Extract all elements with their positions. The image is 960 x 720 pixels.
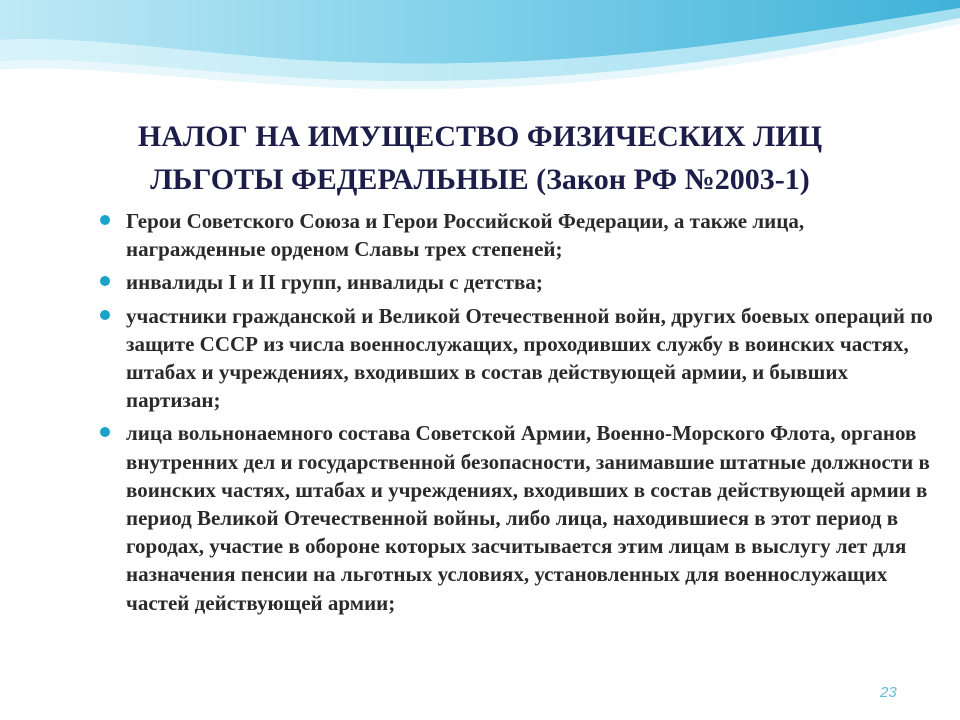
page-number: 23	[880, 684, 897, 701]
decorative-wave-header	[0, 0, 960, 120]
bullet-icon	[100, 427, 110, 437]
slide-title	[40, 115, 920, 201]
bullet-icon	[100, 276, 110, 286]
slide-title-line-2: ЛЬГОТЫ ФЕДЕРАЛЬНЫЕ (Закон РФ №2003-1)	[150, 163, 810, 196]
list-item	[96, 268, 936, 296]
bullet-icon	[100, 215, 110, 225]
benefits-list	[96, 207, 936, 622]
list-item	[96, 419, 936, 616]
list-item-text: лица вольнонаемного состава Советской Армии, Военно-Морского Флота, органов внутренних дел и государственной безопасности, занимавшие штатные должности в воинских частях, штабах и учреждениях, входивших в состав действующей армии в период Великой Отечественной войны, либо лица, находившиеся в этот период в городах, участие в обороне которых засчитывается этим лицам в выслугу лет для назначения пенсии на льготных условиях, установленных для военнослужащих частей действующей армии;	[126, 421, 930, 615]
list-item	[96, 302, 936, 415]
list-item-text: Герои Советского Союза и Герои Российской Федерации, а также лица, награжденные орденом Славы трех степеней;	[126, 209, 805, 262]
list-item-text: инвалиды I и II групп, инвалиды с детства;	[126, 270, 543, 295]
bullet-icon	[100, 310, 110, 320]
list-item-text: участники гражданской и Великой Отечественной войн, других боевых операций по защите СССР из числа военнослужащих, проходивших службу в воинских частях, штабах и учреждениях, входивших в состав действующей армии, и бывших партизан;	[126, 303, 933, 413]
slide-title-line-1: НАЛОГ НА ИМУЩЕСТВО ФИЗИЧЕСКИХ ЛИЦ	[137, 120, 823, 153]
list-item	[96, 207, 936, 263]
